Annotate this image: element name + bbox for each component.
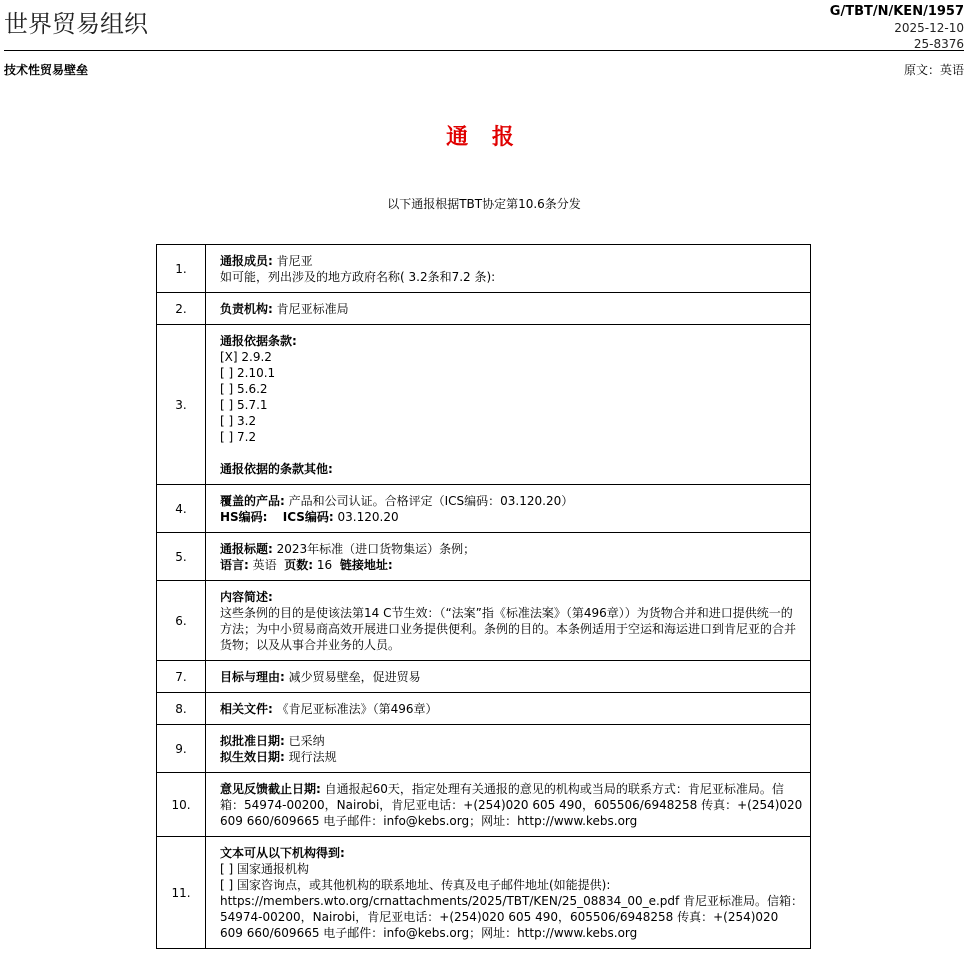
field-value: 03.120.20 [333, 509, 399, 524]
row-content [206, 693, 811, 725]
row-number: 3. [157, 325, 206, 485]
row-number: 11. [157, 837, 206, 949]
row-content [206, 485, 811, 533]
field-label: 意见反馈截止日期: [220, 781, 321, 796]
row-number: 4. [157, 485, 206, 533]
field-value: 这些条例的目的是使该法第14 C节生效：（“法案”指《标准法案》（第496章））为货物合并和进口提供统一的方法；为中小贸易商高效开展进口业务提供便利。条例的目的。本条例适用于空运和海运进口到肯尼亚的合并货物；以及从事合并业务的人员。 [220, 605, 797, 652]
field-label: 页数: [284, 557, 314, 572]
document-reference: 25-8376 [913, 37, 964, 51]
table-row [157, 773, 811, 837]
checkbox-item: [ ] 国家通报机构 [220, 861, 309, 876]
field-label: 通报标题: [220, 541, 273, 556]
header-divider [4, 50, 964, 51]
field-value: 16 [313, 557, 333, 572]
field-label: HS编码: [220, 509, 268, 524]
field-value: https://members.wto.org/crnattachments/2025/TBT/KEN/25_08834_00_e.pdf 肯尼亚标准局。信箱：54974-00200，Nairobi，肯尼亚电话：+(254)020 605 490，605506/6948258 传真：+(254)020 609 660/609665 电子邮件：info@kebs.org；网址：http://www.kebs.org [220, 893, 804, 940]
field-label: 通报依据的条款其他: [220, 461, 333, 476]
field-value: 自通报起60天，指定处理有关通报的意见的机构或当局的联系方式：肯尼亚标准局。信箱：54974-00200，Nairobi，肯尼亚电话：+(254)020 605 490，605506/6948258 传真：+(254)020 609 660/609665 电子邮件：info@kebs.org；网址：http://www.kebs.org [220, 781, 803, 828]
table-row [157, 837, 811, 949]
document-symbol: G/TBT/N/KEN/1957 [829, 4, 964, 19]
table-row [157, 245, 811, 293]
row-content [206, 837, 811, 949]
field-value: 现行法规 [284, 749, 337, 764]
field-label: 通报依据条款: [220, 333, 297, 348]
field-label: 通报成员: [220, 253, 273, 268]
row-number: 10. [157, 773, 206, 837]
field-value: 肯尼亚 [272, 253, 313, 268]
distribution-note: 以下通报根据TBT协定第10.6条分发 [387, 197, 581, 211]
row-content [206, 325, 811, 485]
field-label: 语言: [220, 557, 249, 572]
field-note: 如可能，列出涉及的地方政府名称( 3.2条和7.2 条): [220, 269, 496, 284]
row-number: 9. [157, 725, 206, 773]
field-label: 拟生效日期: [220, 749, 285, 764]
row-content [206, 773, 811, 837]
row-number: 6. [157, 581, 206, 661]
field-value: 2023年标准（进口货物集运）条例； [272, 541, 476, 556]
field-label: 链接地址: [339, 557, 393, 572]
checkbox-item: [X] 2.9.2 [220, 349, 272, 364]
checkbox-item: [ ] 7.2 [220, 429, 257, 444]
checkbox-item: [ ] 2.10.1 [220, 365, 276, 380]
field-value: 减少贸易壁垒，促进贸易 [284, 669, 421, 684]
row-content [206, 293, 811, 325]
document-date: 2025-12-10 [894, 21, 964, 35]
row-content [206, 661, 811, 693]
row-content [206, 581, 811, 661]
row-number: 7. [157, 661, 206, 693]
field-label: 覆盖的产品: [220, 493, 285, 508]
field-value: 肯尼亚标准局 [272, 301, 349, 316]
row-content [206, 725, 811, 773]
row-number: 2. [157, 293, 206, 325]
field-label: 相关文件: [220, 701, 273, 716]
field-label: 文本可从以下机构得到: [220, 845, 345, 860]
table-row [157, 293, 811, 325]
table-row [157, 485, 811, 533]
field-value: 《肯尼亚标准法》（第496章） [272, 701, 438, 716]
org-title: 世界贸易组织 [4, 10, 148, 38]
checkbox-item: [ ] 5.7.1 [220, 397, 268, 412]
field-label: 内容简述: [220, 589, 273, 604]
checkbox-item: [ ] 国家咨询点，或其他机构的联系地址、传真及电子邮件地址(如能提供): [220, 877, 611, 892]
field-value: 产品和公司认证。合格评定（ICS编码：03.120.20） [284, 493, 574, 508]
field-label: 拟批准日期: [220, 733, 285, 748]
table-row [157, 581, 811, 661]
notification-table [156, 244, 811, 949]
row-number: 8. [157, 693, 206, 725]
row-content [206, 533, 811, 581]
committee-name: 技术性贸易壁垒 [4, 63, 89, 77]
notification-title: 通 报 [446, 125, 522, 150]
field-label: 目标与理由: [220, 669, 285, 684]
document-metadata [830, 4, 964, 52]
field-value: 已采纳 [284, 733, 325, 748]
table-row [157, 533, 811, 581]
row-content [206, 245, 811, 293]
checkbox-item: [ ] 3.2 [220, 413, 257, 428]
field-label: ICS编码: [282, 509, 334, 524]
field-value: 英语 [248, 557, 277, 572]
table-row [157, 725, 811, 773]
field-label: 负责机构: [220, 301, 273, 316]
row-number: 1. [157, 245, 206, 293]
table-row [157, 661, 811, 693]
checkbox-item: [ ] 5.6.2 [220, 381, 268, 396]
table-row [157, 325, 811, 485]
table-row [157, 693, 811, 725]
original-language: 原文：英语 [903, 63, 964, 77]
row-number: 5. [157, 533, 206, 581]
